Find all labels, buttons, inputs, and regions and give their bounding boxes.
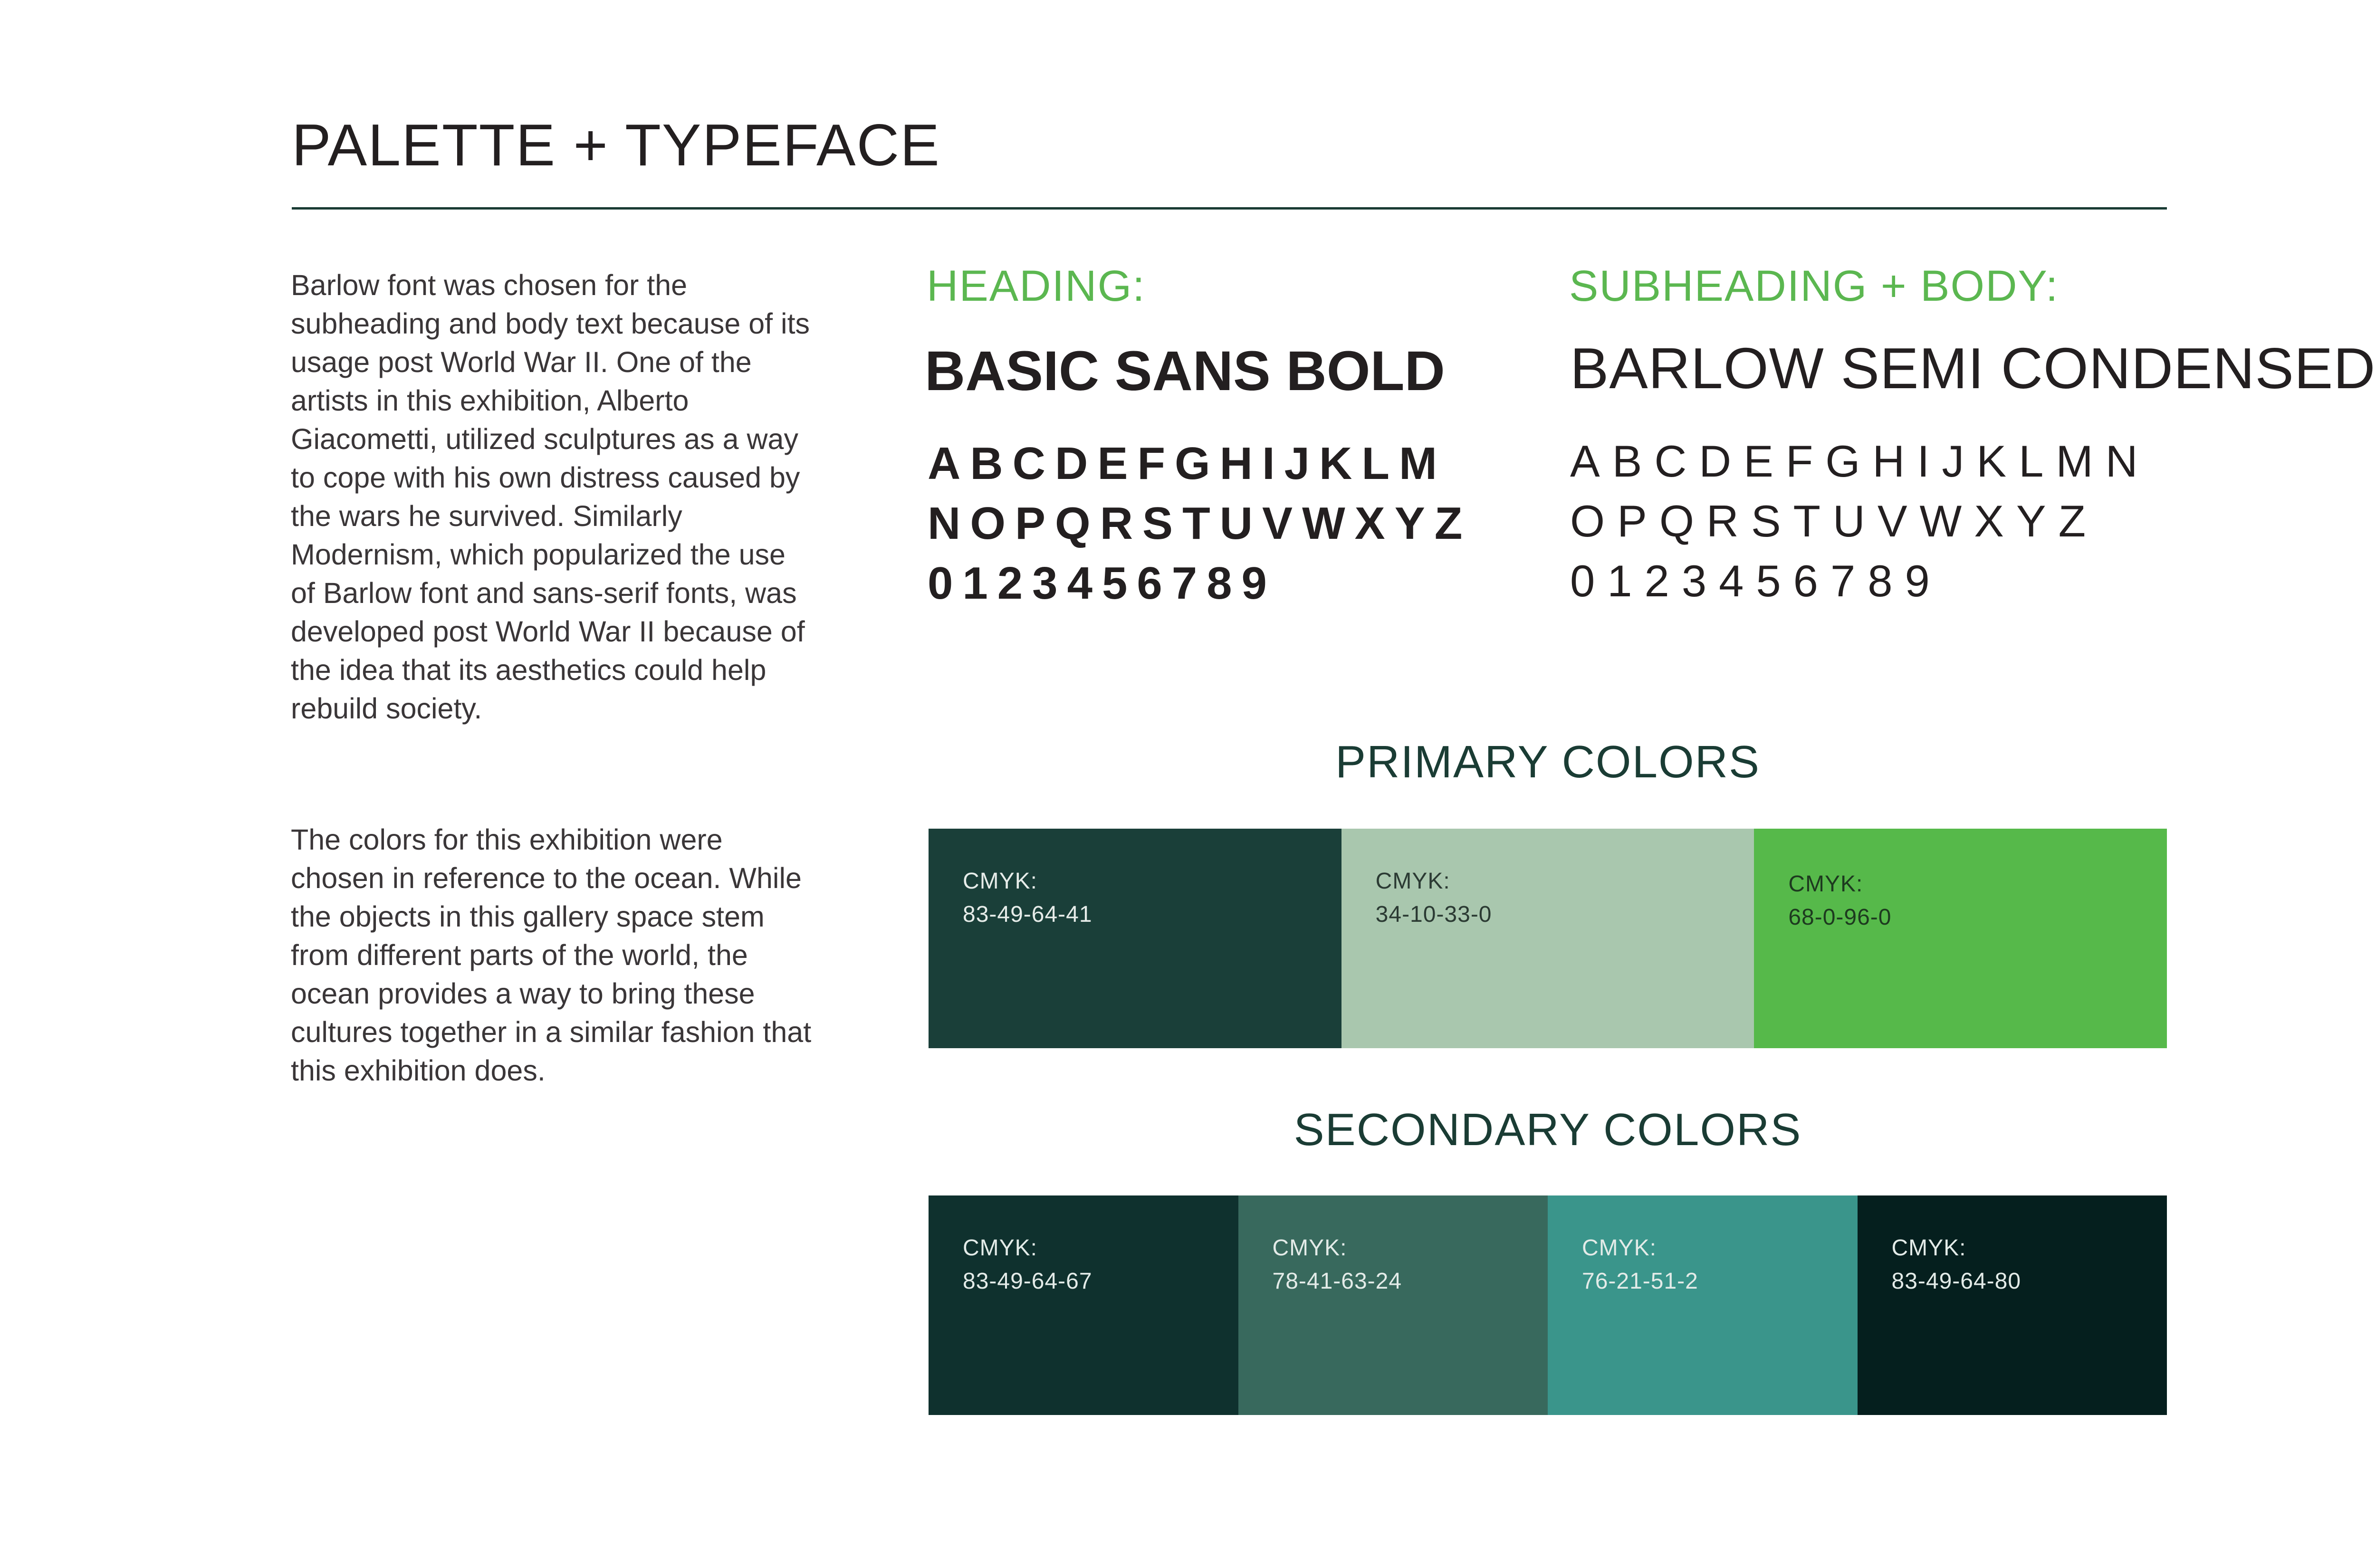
body-font-label: SUBHEADING + BODY: [1569, 262, 2059, 310]
colors-description: The colors for this exhibition were chosen in reference to the ocean. While the objects in this gallery space stem from different parts of the world, the ocean provides a way to bring these cultures together in a similar fashion that this exhibition does. [291, 823, 812, 1087]
body-font-glyphs-row-3: 0123456789 [1570, 556, 1942, 606]
swatch-cmyk-label: CMYK: [963, 869, 1038, 894]
primary-colors-heading: PRIMARY COLORS [1335, 736, 1760, 787]
swatch-cmyk-value: 83-49-64-67 [963, 1269, 1092, 1294]
primary-swatch-1 [929, 829, 1341, 1048]
swatch-label [1892, 1232, 2022, 1298]
swatch-cmyk-label: CMYK: [1375, 869, 1450, 894]
swatch-cmyk-label: CMYK: [963, 1235, 1038, 1261]
primary-swatch-row [929, 829, 2167, 1048]
secondary-swatch-row [929, 1195, 2167, 1415]
heading-font-label: HEADING: [927, 262, 1146, 310]
heading-font-glyphs-row-3: 0123456789 [928, 558, 1276, 609]
swatch-cmyk-value: 68-0-96-0 [1788, 905, 1892, 930]
heading-font-glyphs-row-2: NOPQRSTUVWXYZ [928, 498, 1472, 549]
swatch-cmyk-label: CMYK: [1891, 1235, 1966, 1261]
secondary-swatch-2 [1238, 1195, 1548, 1415]
primary-swatch-2 [1341, 829, 1754, 1048]
typeface-description: Barlow font was chosen for the subheading and body text because of its usage post World War II. One of the artists in this exhibition, Alberto Giacometti, utilized sculptures as a way to cope with his own distress caused by the wars he survived. Similarly Modernism, which popularized the use of Barlow font and sans-serif fonts, was developed post World War II because of the idea that its aesthetics could help rebuild society. [291, 269, 810, 725]
swatch-cmyk-label: CMYK: [1272, 1235, 1347, 1261]
swatch-label [963, 865, 1092, 931]
body-font-glyphs-row-1: ABCDEFGHIJKLMN [1570, 436, 2150, 486]
swatch-label [1788, 868, 1891, 934]
secondary-swatch-3 [1548, 1195, 1858, 1415]
swatch-cmyk-value: 76-21-51-2 [1582, 1269, 1698, 1294]
swatch-cmyk-value: 83-49-64-80 [1891, 1269, 2022, 1294]
swatch-cmyk-value: 83-49-64-41 [963, 902, 1092, 927]
secondary-swatch-4 [1858, 1195, 2167, 1415]
swatch-label [1376, 865, 1492, 931]
heading-font-name: BASIC SANS BOLD [925, 340, 1445, 402]
swatch-label [1582, 1232, 1698, 1298]
swatch-cmyk-value: 78-41-63-24 [1272, 1269, 1402, 1294]
body-font-name: BARLOW SEMI CONDENSED [1570, 336, 2376, 401]
secondary-swatch-1 [929, 1195, 1238, 1415]
secondary-colors-heading: SECONDARY COLORS [1293, 1104, 1802, 1155]
swatch-cmyk-value: 34-10-33-0 [1375, 902, 1492, 927]
swatch-cmyk-label: CMYK: [1788, 871, 1863, 897]
body-font-glyphs-row-2: OPQRSTUVWXYZ [1570, 496, 2098, 546]
swatch-label [1273, 1232, 1402, 1298]
swatch-cmyk-label: CMYK: [1582, 1235, 1657, 1261]
heading-font-glyphs-row-1: ABCDEFGHIJKLM [928, 438, 1447, 489]
title-divider [292, 207, 2167, 210]
primary-swatch-3 [1754, 829, 2167, 1048]
swatch-label [963, 1232, 1092, 1298]
page-title: PALETTE + TYPEFACE [292, 113, 940, 178]
